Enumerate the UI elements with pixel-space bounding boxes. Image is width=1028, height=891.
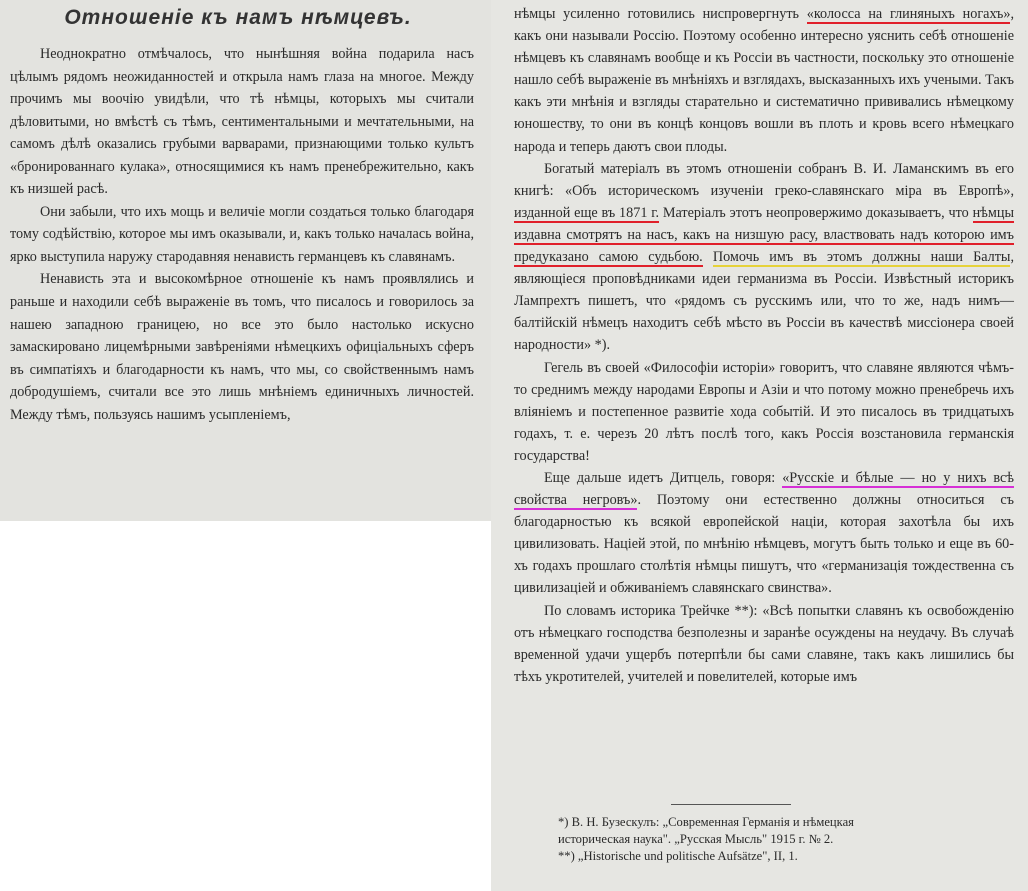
yellow-highlight-balts: Помочь имъ въ этомъ должны наши Балты <box>712 249 1011 266</box>
paragraph-treitschke <box>514 600 1014 688</box>
text-run <box>703 249 713 265</box>
paragraph-1 <box>10 43 474 201</box>
left-scan-fragment <box>0 0 491 521</box>
text-run: нѣмцы усиленно готовились ниспровергнуть <box>514 6 807 22</box>
red-highlight-colossus: «колосса на глиняныхъ ногахъ» <box>806 6 1011 22</box>
text-run: , какъ они называли Россію. Поэтому особенно интересно уяснить себѣ отношеніе нѣмцевъ къ славянамъ вообще и къ Россіи въ частности, поскольку это отношеніе нашло себѣ выраженіе въ мнѣніяхъ и взглядахъ, высказанныхъ ихъ учеными. Такъ какъ эти мнѣнія и взгляды старательно и систематично прививались нѣмецкому юношеству, то они въ концѣ концовъ вошли въ плоть и кровь всего нѣмецкаго народа и теперь даютъ свои плоды. <box>514 6 1015 155</box>
footnote-divider <box>671 804 791 805</box>
paragraph-hegel <box>514 357 1014 467</box>
paragraph-continued <box>514 3 1014 158</box>
red-highlight-lower-race: нѣмцы издавна смотрятъ на насъ, какъ на низшую расу, властвовать надъ которою имъ предуказано самою судьбою. <box>514 204 1014 266</box>
text-run: Богатый матеріалъ въ этомъ отношеніи собранъ В. И. Ламанскимъ въ его книгѣ: «Объ историческомъ изученіи греко-славянскаго міра въ Европѣ», <box>514 160 1014 199</box>
paragraph-lamansky <box>514 158 1014 357</box>
footnotes <box>514 814 1014 865</box>
footnote-1-cont: историческая наука". „Русская Мысль" 1915 г. № 2. <box>558 832 834 846</box>
text-run: , являющіеся проповѣдниками идеи германизма въ Россіи. Извѣстный историкъ Лампрехтъ пишетъ, что «рядомъ съ русскимъ или, что то же, надъ нимъ—балтійскій нѣмецъ находитъ себѣ мѣсто въ Россіи въ качествѣ миссіонера своей народности» *). <box>514 249 1014 354</box>
left-column <box>10 43 474 426</box>
footnote-1: *) В. Н. Бузескулъ: „Современная Германія и нѣмецкая <box>558 815 854 829</box>
paragraph-2-text: Они забыли, что ихъ мощь и величіе могли создаться только благодаря тому содѣйствію, которое мы имъ оказывали, и, какъ только началась война, ярко выступила наружу стародавняя ненависть германцевъ къ славянамъ. <box>10 203 474 265</box>
text-run: По словамъ историка Трейчке **): «Всѣ попытки славянъ къ освобожденію отъ нѣмецкаго господства безполезны и заранѣе осуждены на неудачу. Въ случаѣ временной удачи ущербъ потерпѣли бы сами славяне, такъ какъ лишились бы тѣхъ укротителей, учителей и повелителей, которые имъ <box>514 602 1014 685</box>
paragraph-3 <box>10 268 474 426</box>
red-highlight-1871: изданной еще въ 1871 г. <box>514 204 660 221</box>
footnote-2: **) „Historische und politische Aufsätze", II, 1. <box>558 849 798 863</box>
right-column <box>514 3 1014 688</box>
paragraph-1-text: Неоднократно отмѣчалось, что нынѣшняя война подарила насъ цѣлымъ рядомъ неожиданностей и открыла намъ глаза на многое. Между прочимъ мы воочію увидѣли, что тѣ нѣмцы, которыхъ мы считали дѣловитыми, но вмѣстѣ съ тѣмъ, сентиментальными и мечтательными, на самомъ дѣлѣ оказались грубыми варварами, признающими только культъ «бронированнаго кулака», относящимися къ намъ пренебрежительно, какъ къ низшей расѣ. <box>10 46 474 198</box>
paragraph-ditzel <box>514 467 1014 600</box>
article-title: Отношеніе къ намъ нѣмцевъ. <box>64 6 412 29</box>
text-run: Еще дальше идетъ Дитцель, говоря: <box>544 469 783 486</box>
text-run: Матеріалъ этотъ неопровержимо доказываетъ, что <box>659 204 973 221</box>
paragraph-2 <box>10 201 474 269</box>
right-scan-fragment <box>491 0 1028 891</box>
text-run: Гегель въ своей «Философіи исторіи» говоритъ, что славяне являются чѣмъ-то среднимъ между народами Европы и Азіи и что потому можно пренебречь ихъ вліяніемъ и постепенное развитіе хода событій. И это писалось въ тридцатыхъ годахъ, т. е. черезъ 20 лѣтъ послѣ того, какъ Россія возстановила германскія государства! <box>514 359 1014 464</box>
magenta-highlight-quote: «Русскіе и бѣлые — но у нихъ всѣ свойства негровъ» <box>514 469 1015 509</box>
paragraph-3-text: Ненависть эта и высокомѣрное отношеніе къ намъ проявлялись и раньше и находили себѣ выраженіе въ томъ, что писалось и говорилось за нашею западною границею, но все это было настолько искусно замаскировано лицемѣрными завѣреніями нѣмецкихъ офиціальныхъ сферъ въ симпатіяхъ и благодарности къ намъ, что мы, со свойственнымъ намъ добродушіемъ, считали все это лишь мнѣніемъ единичныхъ личностей. Между тѣмъ, пользуясь нашимъ усыпленіемъ, <box>10 271 474 423</box>
text-run: . Поэтому они естественно должны относиться съ благодарностью къ всякой европейской націи, которая захотѣла бы ихъ цивилизовать. Націей этой, по мнѣнію нѣмцевъ, могутъ быть только и еще въ 60-хъ годахъ прошлаго столѣтія нѣмцы пишутъ, что «германизація тождественна съ цивилизаціей и обживаніемъ славянскаго свинства». <box>514 492 1014 597</box>
